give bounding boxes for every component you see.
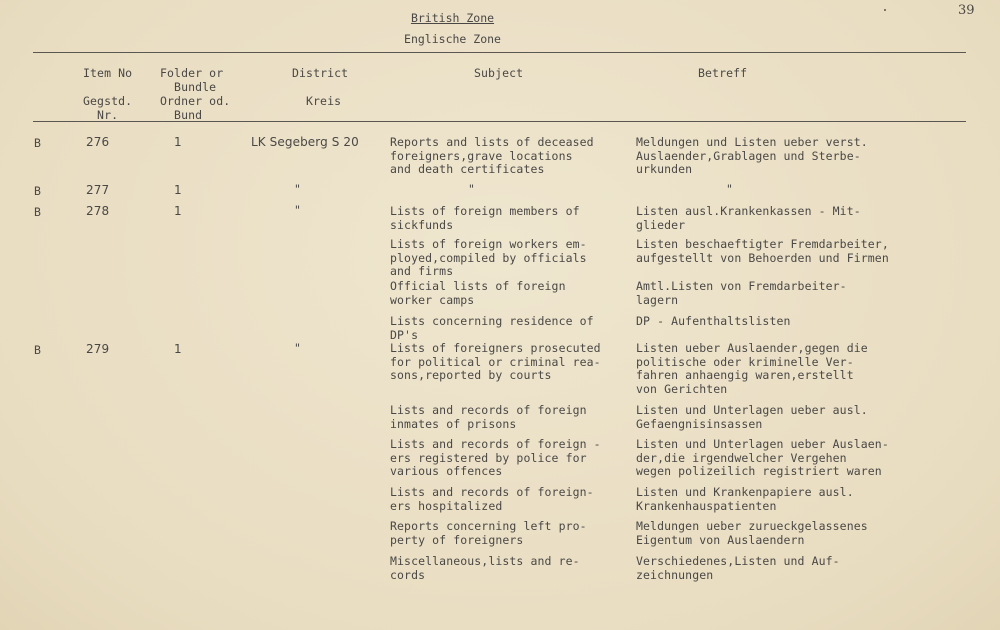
- row-279-subject-3: Lists and records of foreign - ers registered by police for various offences: [390, 437, 601, 479]
- row-278-betreff-3: Amtl.Listen von Fremdarbeiter- lagern: [636, 279, 847, 307]
- row-277-folder: 1: [174, 183, 182, 197]
- row-278-item: 278: [86, 204, 110, 218]
- row-279-subject-6: Miscellaneous,lists and re- cords: [390, 554, 580, 582]
- row-279-subject-4: Lists and records of foreign- ers hospitalized: [390, 485, 594, 513]
- row-279-subject-5: Reports concerning left pro- perty of foreigners: [390, 519, 587, 547]
- row-279-betreff-6: Verschiedenes,Listen und Auf- zeichnungen: [636, 554, 840, 582]
- header-betreff: Betreff: [698, 66, 748, 80]
- row-279-betreff-2: Listen und Unterlagen ueber ausl. Gefaengnisinsassen: [636, 403, 868, 431]
- header-top-rule: [33, 52, 966, 53]
- row-278-subject-3: Official lists of foreign worker camps: [390, 279, 566, 307]
- row-278-district-ditto: ": [294, 203, 302, 217]
- row-279-betreff-3: Listen und Unterlagen ueber Auslaen- der,die irgendwelcher Vergehen wegen polizeilich registriert waren: [636, 437, 889, 479]
- row-278-subject-4: Lists concerning residence of DP's: [390, 314, 594, 342]
- row-279-district-ditto: ": [294, 341, 302, 355]
- header-item-no: Item No: [83, 66, 133, 80]
- header-item-no-de: Gegstd. Nr.: [83, 94, 133, 122]
- row-278-folder: 1: [174, 204, 182, 218]
- row-276-category: B: [34, 136, 42, 150]
- row-277-item: 277: [86, 183, 110, 197]
- zone-subtitle: Englische Zone: [404, 32, 501, 46]
- row-279-subject-2: Lists and records of foreign inmates of prisons: [390, 403, 587, 431]
- row-277-betreff-ditto: ": [726, 182, 734, 196]
- row-278-category: B: [34, 205, 42, 219]
- row-279-betreff-4: Listen und Krankenpapiere ausl. Krankenhauspatienten: [636, 485, 854, 513]
- row-278-subject-2: Lists of foreign workers em- ployed,compiled by officials and firms: [390, 237, 587, 279]
- row-279-betreff-5: Meldungen ueber zurueckgelassenes Eigentum von Auslaendern: [636, 519, 868, 547]
- page-number: 39: [958, 3, 975, 18]
- header-district: District: [292, 66, 349, 80]
- row-278-subject-1: Lists of foreign members of sickfunds: [390, 204, 580, 232]
- row-276-item: 276: [86, 135, 110, 149]
- row-276-folder: 1: [174, 135, 182, 149]
- row-279-folder: 1: [174, 342, 182, 356]
- row-276-subject-1: Reports and lists of deceased foreigners,grave locations and death certificates: [390, 135, 594, 177]
- row-278-betreff-2: Listen beschaeftigter Fremdarbeiter, aufgestellt von Behoerden und Firmen: [636, 237, 889, 265]
- row-278-betreff-4: DP - Aufenthaltslisten: [636, 314, 791, 328]
- header-bottom-rule: [33, 121, 966, 122]
- row-276-district: LK Segeberg S 20: [251, 135, 359, 149]
- header-folder: Folder or Bundle: [160, 66, 224, 94]
- zone-title: British Zone: [410, 11, 495, 25]
- row-277-subject-ditto: ": [468, 182, 476, 196]
- row-276-betreff-1: Meldungen und Listen ueber verst. Auslaender,Grablagen und Sterbe- urkunden: [636, 135, 868, 177]
- header-subject: Subject: [474, 66, 524, 80]
- header-district-de: Kreis: [306, 94, 342, 108]
- row-278-betreff-1: Listen ausl.Krankenkassen - Mit- glieder: [636, 204, 861, 232]
- row-279-category: B: [34, 343, 42, 357]
- row-279-betreff-1: Listen ueber Auslaender,gegen die politische oder kriminelle Ver- fahren anhaengig waren,erstellt von Gerichten: [636, 341, 868, 396]
- row-277-district-ditto: ": [294, 182, 302, 196]
- row-277-category: B: [34, 184, 42, 198]
- ink-speck: [884, 9, 886, 11]
- header-folder-de: Ordner od. Bund: [160, 94, 231, 122]
- row-279-item: 279: [86, 342, 110, 356]
- row-279-subject-1: Lists of foreigners prosecuted for political or criminal rea- sons,reported by courts: [390, 341, 601, 383]
